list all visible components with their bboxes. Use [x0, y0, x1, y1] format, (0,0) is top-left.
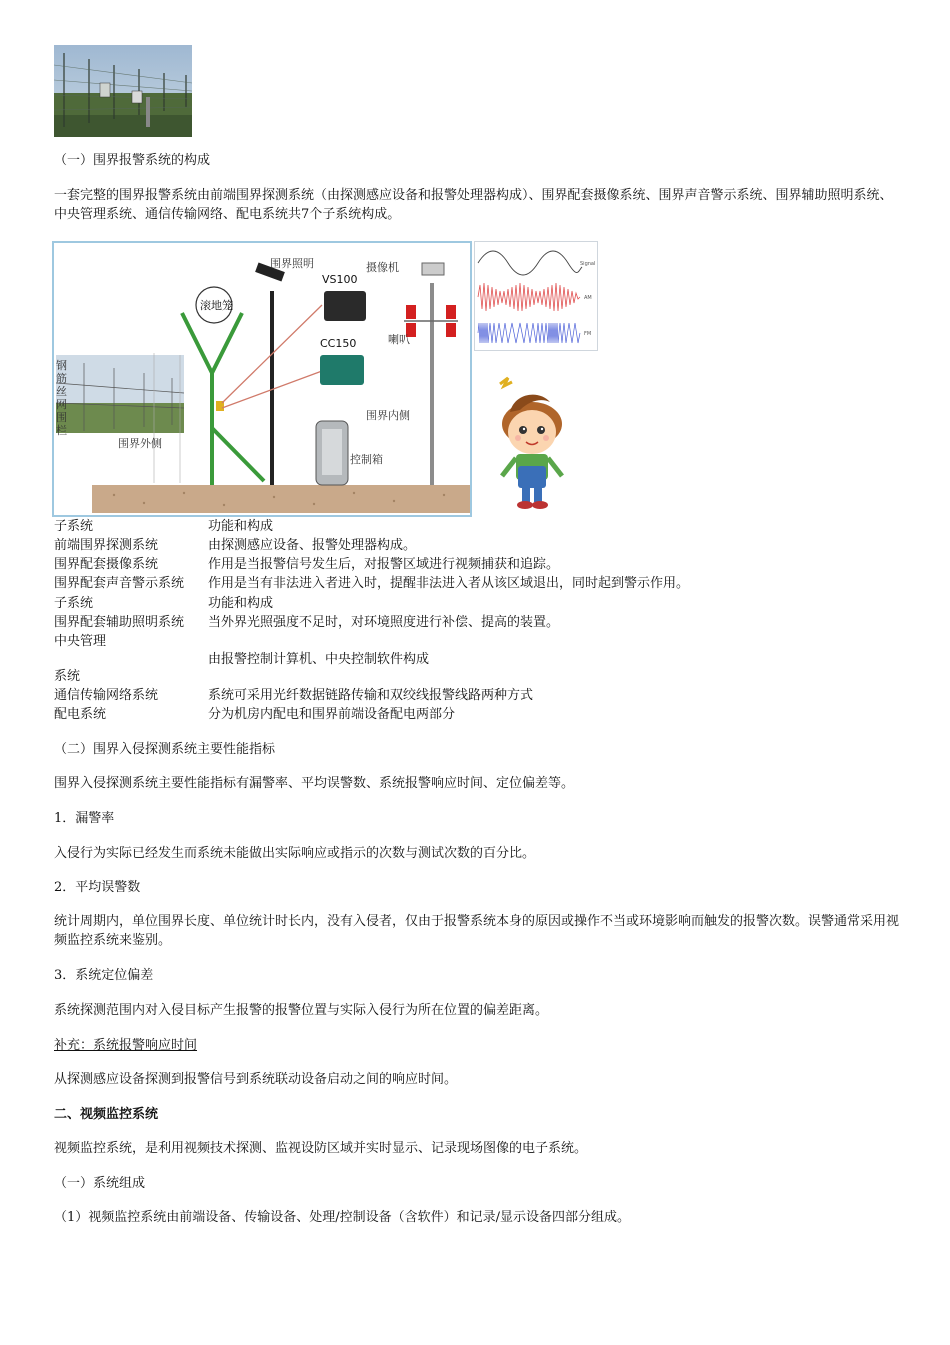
wave-label-am: AM: [584, 295, 592, 301]
item-text-position-deviation: 系统探测范围内对入侵目标产生报警的报警位置与实际入侵行为所在位置的偏差距离。: [54, 1003, 549, 1018]
horn-left-icon: [406, 305, 416, 319]
sparkle-icon: [500, 378, 512, 386]
label-fence-2: 筋: [56, 372, 67, 385]
label-fence-3: 丝: [56, 385, 67, 398]
supplement-text: 从探测感应设备探测到报警信号到系统联动设备启动之间的响应时间。: [54, 1072, 458, 1087]
horn-right-icon: [446, 305, 456, 319]
label-fence-6: 栏: [56, 424, 67, 437]
fence-photo: [54, 45, 192, 137]
perimeter-diagram: [52, 241, 472, 517]
section-heading-composition: （一）围界报警系统的构成: [54, 153, 211, 168]
label-outside: 围界外侧: [118, 437, 162, 450]
y-fence-post: [182, 313, 264, 485]
label-camera: 摄像机: [366, 261, 399, 274]
label-control-box: 控制箱: [350, 453, 383, 466]
label-cc150: CC150: [320, 337, 357, 350]
wave-label-signal: Signal: [580, 261, 596, 267]
item-title-position-deviation: 3．系统定位偏差: [54, 968, 154, 983]
wave-label-fm: FM: [584, 331, 592, 337]
performance-intro: 围界入侵探测系统主要性能指标有漏警率、平均误警数、系统报警响应时间、定位偏差等。: [54, 776, 575, 791]
waveform-diagram: [474, 241, 598, 351]
label-fence-5: 围: [56, 411, 67, 424]
label-horn: 喇叭: [388, 333, 410, 346]
item-text-false-alarm: 统计周期内，单位围界长度、单位统计时长内，没有入侵者，仅由于报警系统本身的原因或操作不当或环境影响而触发的报警次数。误警通常采用视频监控系统来鉴别。: [54, 914, 900, 948]
cartoon-character: [490, 372, 574, 512]
section-heading-video: 二、视频监控系统: [54, 1107, 159, 1122]
item-title-false-alarm: 2．平均误警数: [54, 880, 141, 895]
video-intro: 视频监控系统，是利用视频技术探测、监视设防区域并实时显示、记录现场图像的电子系统。: [54, 1141, 588, 1156]
label-inside: 围界内侧: [366, 409, 410, 422]
label-fence-4: 网: [56, 398, 67, 411]
cc150-device-icon: [320, 355, 364, 385]
label-fence-1: 钢: [56, 359, 67, 372]
section-heading-system-composition: （一）系统组成: [54, 1176, 146, 1191]
label-lighting: 围界照明: [270, 257, 314, 270]
section-heading-performance: （二）围界入侵探测系统主要性能指标: [54, 742, 276, 757]
vs100-device-icon: [324, 291, 366, 321]
label-rolling-cage: 滚地笼: [200, 299, 233, 312]
label-vs100: VS100: [322, 273, 358, 286]
camera-icon: [422, 263, 444, 275]
supplement-title: 补充：系统报警响应时间: [54, 1038, 198, 1053]
ground: [92, 485, 470, 513]
item-title-miss-rate: 1．漏警率: [54, 811, 115, 826]
item-text-miss-rate: 入侵行为实际已经发生而系统未能做出实际响应或指示的次数与测试次数的百分比。: [54, 846, 536, 861]
composition-intro: 一套完整的围界报警系统由前端围界探测系统（由探测感应设备和报警处理器构成）、围界配套摄像系统、围界声音警示系统、围界辅助照明系统、中央管理系统、通信传输网络、配电系统共7个子系统构成。: [54, 188, 893, 222]
system-composition-item: （1）视频监控系统由前端设备、传输设备、处理/控制设备（含软件）和记录/显示设备四部分组成。: [54, 1210, 631, 1225]
